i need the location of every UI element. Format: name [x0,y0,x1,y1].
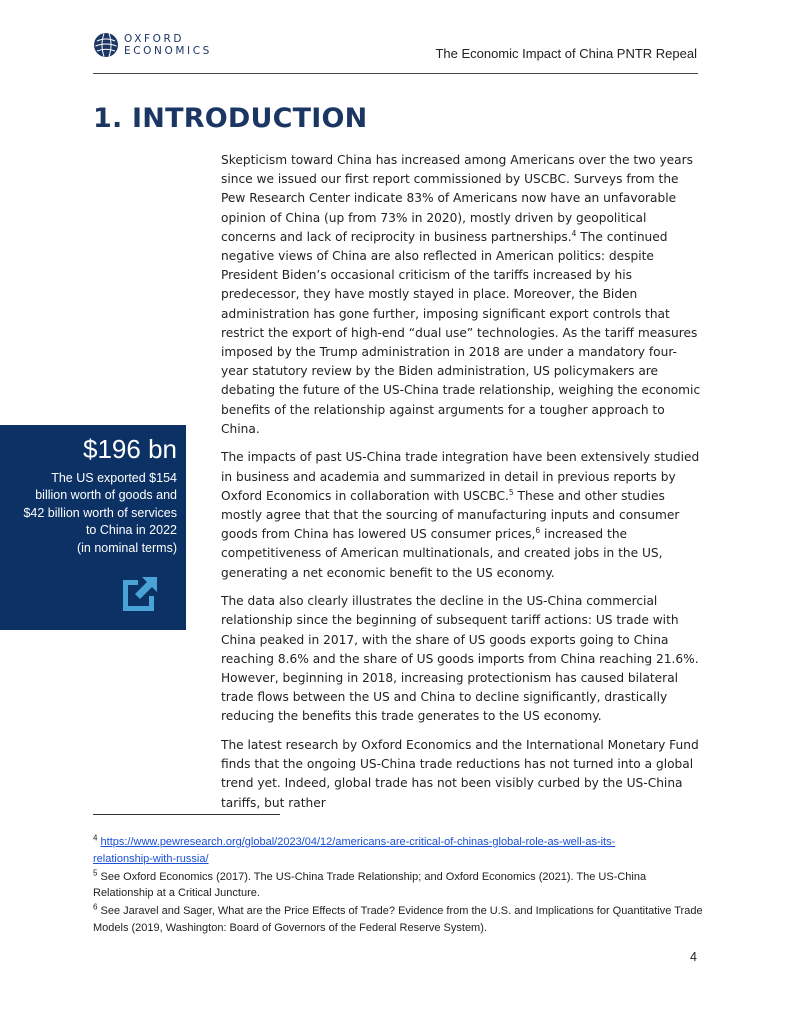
footnote-number: 6 [93,902,98,912]
page-number: 4 [690,950,697,964]
callout-desc-line: to China in 2022 [85,523,177,538]
footnote-6-text: See Jaravel and Sager, What are the Price Effects of Trade? Evidence from the U.S. and Implications for Quantitative Trade Models (2019, Washington: Board of Governors of the Federal Reserve System). [93,905,703,934]
footnote-4-link-line-1: https://www.pewresearch.org/global/2023/04/12/americans-are-critical-of-chinas-global-role-as-well-as-its- [100,836,616,848]
external-link-icon[interactable] [120,574,160,614]
footnote-4-link[interactable] [93,836,615,865]
globe-logo-icon [93,32,119,58]
callout-desc-line: (in nominal terms) [76,540,177,555]
footnote-number: 5 [93,867,98,877]
logo-wordmark [124,33,212,57]
logo-line-2: ECONOMICS [124,45,212,57]
footnote-5 [93,869,703,903]
paragraph-1 [221,151,701,439]
callout-description [0,470,177,557]
footnote-divider [93,814,280,815]
stat-callout [0,425,186,630]
footnote-4 [93,834,703,868]
paragraph-2-text-c: increased the competitiveness of American multinationals, and created jobs in the US, generating a net economic benefit to the US economy. [221,527,663,580]
body-text [221,151,701,822]
paragraph-3: The data also clearly illustrates the decline in the US-China commercial relationship since the beginning of subsequent tariff actions: US trade with China peaked in 2017, with the share of US goods exports going to China reaching 8.6% and the share of US goods imports from China reaching 21.6%. However, beginning in 2018, increasing protectionism has caused bilateral trade flows between the US and China to decline significantly, drastically reducing the benefits this trade generates to the US economy. [221,594,699,724]
footnote-4-link-line-2: relationship-with-russia/ [93,852,209,865]
footnote-ref-4[interactable]: 4 [571,228,577,238]
footnote-number: 4 [93,833,98,843]
footnote-ref-5[interactable]: 5 [508,487,514,497]
footnote-6 [93,903,703,937]
logo-line-1: OXFORD [124,33,185,45]
footnote-5-text: See Oxford Economics (2017). The US-China Trade Relationship; and Oxford Economics (2021). The US-China Relationship at a Critical Juncture. [93,870,647,900]
paragraph-4: The latest research by Oxford Economics and the International Monetary Fund finds that the ongoing US-China trade reductions has not turned into a global trend yet. Indeed, global trade has not been visibly curbed by the US-China tariffs, but rather [221,738,699,810]
callout-desc-line: billion worth of goods and [35,488,177,503]
callout-value: $196 bn [83,434,177,464]
document-title: The Economic Impact of China PNTR Repeal [435,46,697,61]
callout-desc-line: The US exported $154 [51,471,177,485]
paragraph-1-text-a: Skepticism toward China has increased among Americans over the two years since we issued our first report commissioned by USCBC. Surveys from the Pew Research Center indicate 83% of Americans now have an unfavorable opinion of China (up from 73% in 2020), mostly driven by geopolitical concerns and lack of reciprocity in business partnerships. [221,153,693,244]
paragraph-2 [221,448,701,582]
section-heading: 1. INTRODUCTION [93,103,368,134]
oxford-economics-logo [93,32,212,58]
paragraph-2-text-b: These and other studies mostly agree that that the sourcing of manufacturing inputs and consumer goods from China has lowered US consumer prices, [221,488,680,542]
header-divider [93,73,698,74]
footnote-ref-6[interactable]: 6 [535,526,541,536]
paragraph-2-text-a: The impacts of past US-China trade integration have been extensively studied in business and academia and summarized in detail in previous reports by Oxford Economics in collaboration with USCBC. [221,450,700,503]
footnotes [93,834,703,938]
callout-desc-line: $42 billion worth of services [23,505,177,520]
paragraph-1-text-b: The continued negative views of China are also reflected in American politics: despite President Biden’s occasional criticism of the tariffs increased by his predecessor, they have mostly stayed in place. Moreover, the Biden administration has gone further, imposing significant export controls that restrict the export of high-end “dual use” technologies. As the tariff measures imposed by the Trump administration in 2018 are under a mandatory four-year statutory review by the Biden administration, US policymakers are debating the future of the US-China trade relationship, weighing the economic benefits of the relationship against arguments for a tougher approach to China. [221,229,701,436]
